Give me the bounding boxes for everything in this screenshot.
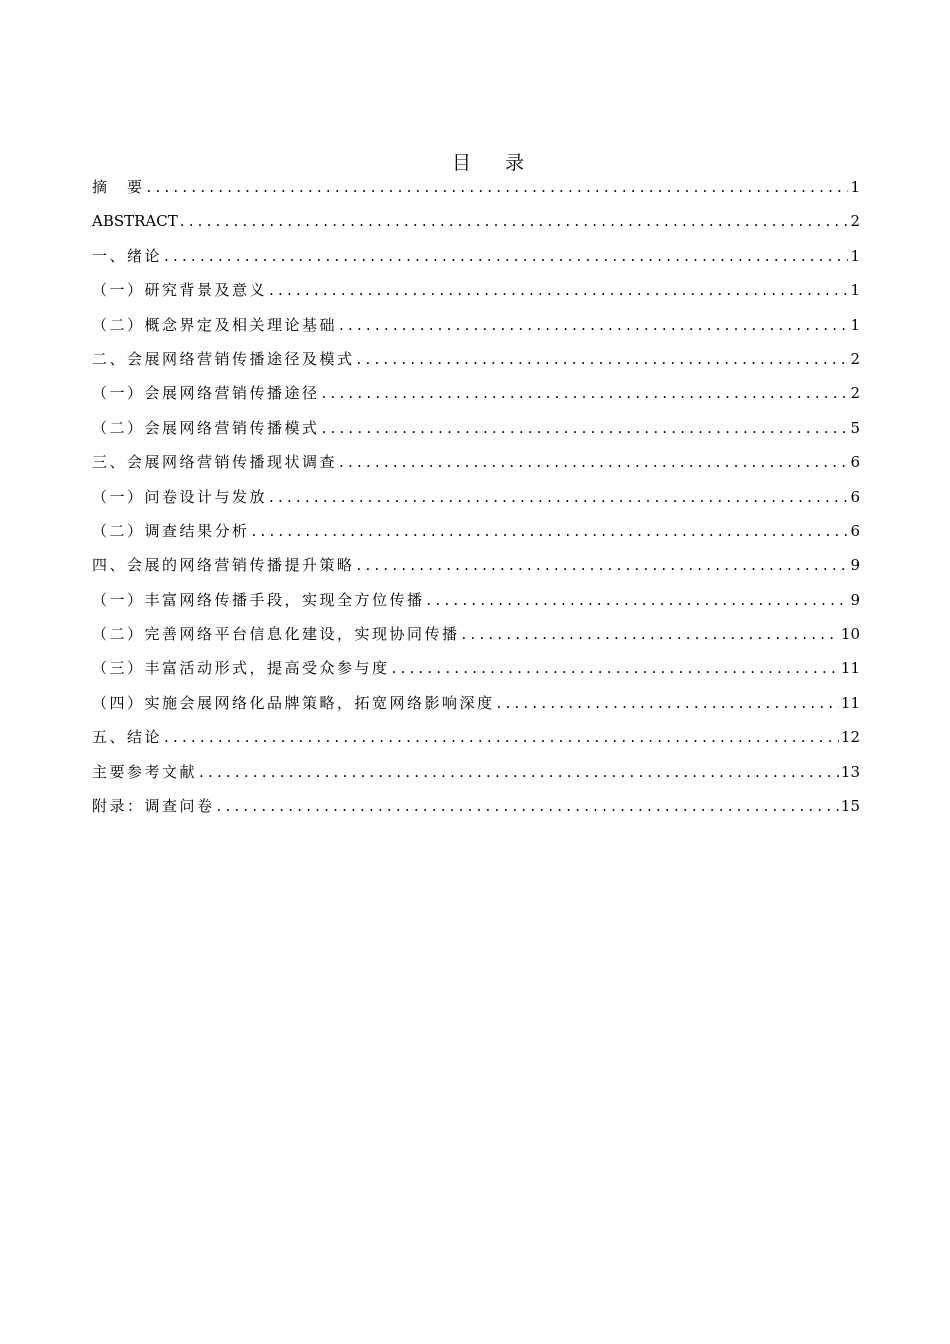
toc-entry[interactable] <box>92 342 860 376</box>
toc-entry-page: 15 <box>840 797 860 816</box>
toc-entry-page: 6 <box>850 521 860 540</box>
toc-entry-label: ABSTRACT <box>92 212 178 231</box>
toc-leader-dots <box>269 480 848 514</box>
toc-entry-page: 1 <box>850 315 860 334</box>
toc-entry-page: 2 <box>850 349 860 368</box>
toc-entry[interactable] <box>92 376 860 410</box>
toc-leader-dots <box>252 514 849 548</box>
toc-entry[interactable] <box>92 411 860 445</box>
toc-entry[interactable] <box>92 170 860 204</box>
toc-entry-page: 12 <box>840 728 860 747</box>
toc-entry-label: 三、会展网络营销传播现状调查 <box>92 453 338 472</box>
toc-leader-dots <box>497 686 839 720</box>
toc-entry-label: 四、会展的网络营销传播提升策略 <box>92 556 355 575</box>
toc-entry[interactable] <box>92 755 860 789</box>
toc-entry-page: 5 <box>850 418 860 437</box>
toc-entry-label: 主要参考文献 <box>92 762 198 781</box>
toc-entry-label: （三）丰富活动形式，提高受众参与度 <box>92 659 390 678</box>
toc-entry-page: 10 <box>840 625 860 644</box>
toc-leader-dots <box>269 273 848 307</box>
toc-entry[interactable] <box>92 204 860 238</box>
toc-leader-dots <box>180 204 849 238</box>
toc-leader-dots <box>164 239 848 273</box>
toc-leader-dots <box>217 789 839 823</box>
toc-entry-page: 2 <box>850 212 860 231</box>
toc-leader-dots <box>322 376 849 410</box>
toc-list <box>92 170 860 823</box>
toc-entry-page: 11 <box>840 659 860 678</box>
toc-leader-dots <box>462 617 839 651</box>
toc-entry-label: 摘 要 <box>92 178 145 196</box>
toc-leader-dots <box>357 342 849 376</box>
toc-entry-page: 2 <box>850 384 860 403</box>
toc-leader-dots <box>322 411 849 445</box>
toc-entry-page: 1 <box>850 246 860 265</box>
toc-leader-dots <box>199 755 839 789</box>
toc-entry-label: 附录：调查问卷 <box>92 797 215 816</box>
toc-entry[interactable] <box>92 548 860 582</box>
toc-entry[interactable] <box>92 583 860 617</box>
toc-entry[interactable] <box>92 239 860 273</box>
toc-leader-dots <box>427 583 849 617</box>
toc-entry-page: 9 <box>850 590 860 609</box>
toc-entry[interactable] <box>92 308 860 342</box>
toc-leader-dots <box>392 651 839 685</box>
toc-entry-label: （二）完善网络平台信息化建设，实现协同传播 <box>92 625 460 644</box>
toc-entry-page: 1 <box>850 178 860 196</box>
toc-entry[interactable] <box>92 720 860 754</box>
toc-entry-label: （二）会展网络营销传播模式 <box>92 418 320 437</box>
toc-entry-page: 1 <box>850 281 860 300</box>
toc-entry-label: 二、会展网络营销传播途径及模式 <box>92 349 355 368</box>
toc-entry-label: （一）丰富网络传播手段，实现全方位传播 <box>92 590 425 609</box>
toc-entry[interactable] <box>92 273 860 307</box>
toc-leader-dots <box>147 170 849 204</box>
toc-entry[interactable] <box>92 789 860 823</box>
toc-entry-label: （一）问卷设计与发放 <box>92 487 268 506</box>
toc-entry[interactable] <box>92 445 860 479</box>
toc-entry-page: 9 <box>850 556 860 575</box>
toc-entry-page: 13 <box>840 762 860 781</box>
toc-entry-label: （一）研究背景及意义 <box>92 281 268 300</box>
toc-leader-dots <box>357 548 849 582</box>
toc-leader-dots <box>164 720 839 754</box>
toc-entry[interactable] <box>92 617 860 651</box>
toc-entry[interactable] <box>92 686 860 720</box>
toc-entry-page: 6 <box>850 487 860 506</box>
toc-entry-page: 11 <box>840 693 860 712</box>
toc-entry-label: 一、绪论 <box>92 246 163 265</box>
toc-entry-label: （一）会展网络营销传播途径 <box>92 384 320 403</box>
toc-title: 目 录 <box>451 152 539 174</box>
toc-entry[interactable] <box>92 480 860 514</box>
toc-entry-page: 6 <box>850 453 860 472</box>
toc-entry-label: 五、结论 <box>92 728 163 747</box>
toc-entry[interactable] <box>92 651 860 685</box>
toc-entry[interactable] <box>92 514 860 548</box>
toc-leader-dots <box>339 445 848 479</box>
toc-entry-label: （二）调查结果分析 <box>92 521 250 540</box>
toc-entry-label: （二）概念界定及相关理论基础 <box>92 315 338 334</box>
toc-entry-label: （四）实施会展网络化品牌策略，拓宽网络影响深度 <box>92 693 495 712</box>
toc-leader-dots <box>339 308 848 342</box>
